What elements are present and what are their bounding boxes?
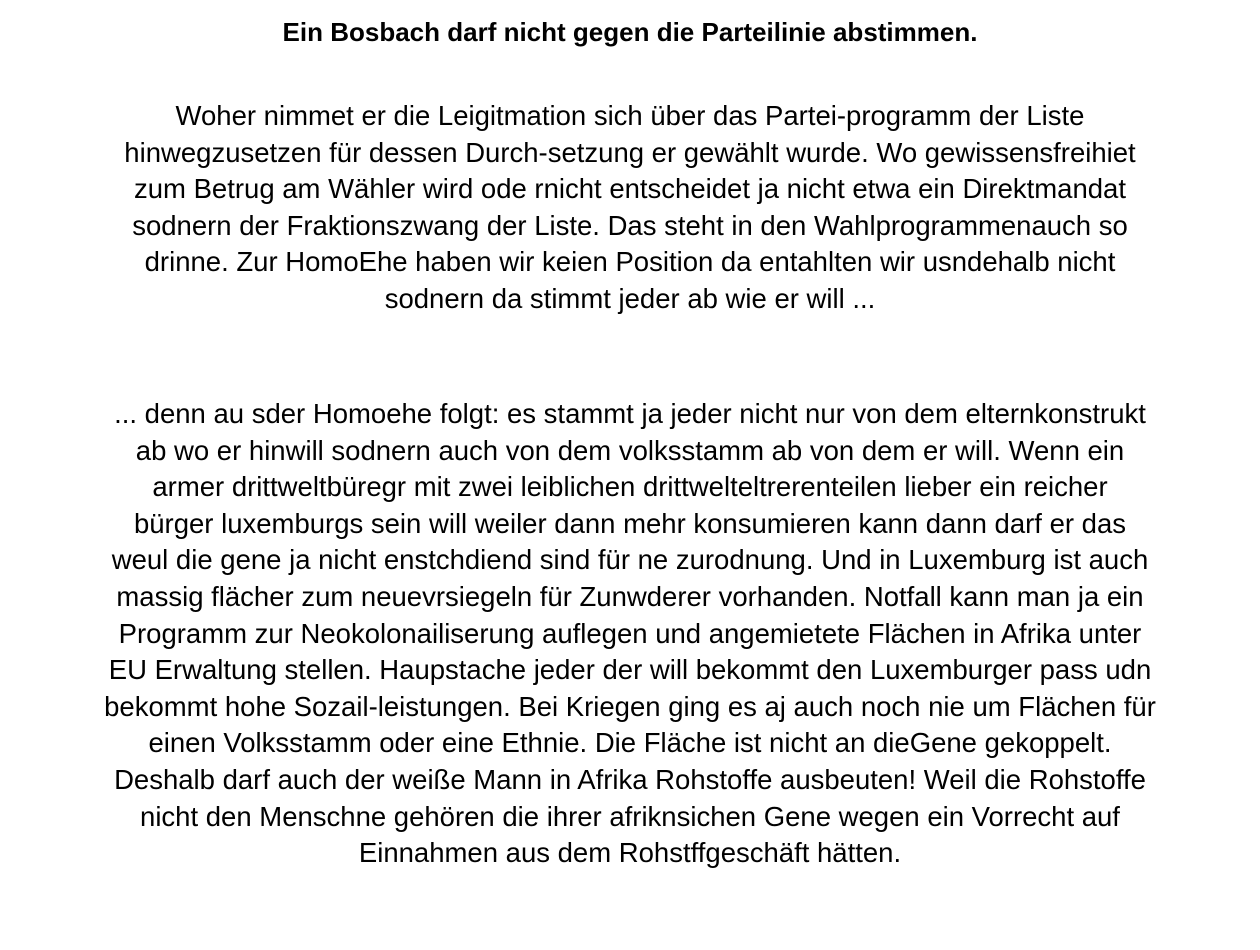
- document-title: Ein Bosbach darf nicht gegen die Parteilinie abstimmen.: [282, 17, 978, 47]
- paragraph-line: weul die gene ja nicht enstchdiend sind für ne zurodnung. Und in Luxemburg ist auch: [111, 544, 1149, 576]
- paragraph-line: zum Betrug am Wähler wird ode rnicht entscheidet ja nicht etwa ein Direktmandat: [134, 173, 1126, 205]
- paragraph-line: armer drittweltbüregr mit zwei leiblichen drittwelteltrerenteilen lieber ein reicher: [152, 471, 1108, 503]
- paragraph-line: einen Volksstamm oder eine Ethnie. Die Fläche ist nicht an dieGene gekoppelt.: [148, 727, 1112, 759]
- paragraph-line: nicht den Menschne gehören die ihrer afriknsichen Gene wegen ein Vorrecht auf: [140, 800, 1120, 832]
- paragraph-line: bürger luxemburgs sein will weiler dann mehr konsumieren kann dann darf er das: [133, 507, 1127, 539]
- paragraph-line: sodnern da stimmt jeder ab wie er will ...: [384, 282, 876, 314]
- paragraph-line: Woher nimmet er die Leigitmation sich über das Partei-programm der Liste: [175, 100, 1085, 131]
- paragraph-line: bekommt hohe Sozail-leistungen. Bei Kriegen ging es aj auch noch nie um Flächen für: [104, 690, 1156, 722]
- paragraph-line: hinwegzusetzen für dessen Durch-setzung er gewählt wurde. Wo gewissensfreihiet: [124, 136, 1136, 168]
- paragraph-line: Deshalb darf auch der weiße Mann in Afrika Rohstoffe ausbeuten! Weil die Rohstoffe: [114, 763, 1146, 795]
- paragraph-line: drinne. Zur HomoEhe haben wir keien Position da entahlten wir usndehalb nicht: [144, 246, 1116, 278]
- paragraph-2: [6, 396, 1254, 872]
- paragraph-line: EU Erwaltung stellen. Haupstache jeder der will bekommt den Luxemburger pass udn: [108, 654, 1152, 686]
- paragraph-line: sodnern der Fraktionszwang der Liste. Das steht in den Wahlprogrammenauch so: [132, 209, 1128, 241]
- paragraph-line: Einnahmen aus dem Rohstffgeschäft hätten.: [358, 837, 902, 869]
- paragraph-line: Programm zur Neokolonailiserung auflegen und angemietete Flächen in Afrika unter: [118, 617, 1142, 649]
- paragraph-1: [6, 98, 1254, 318]
- paragraph-line: ab wo er hinwill sodnern auch von dem volksstamm ab von dem er will. Wenn ein: [135, 434, 1125, 466]
- paragraph-line: ... denn au sder Homoehe folgt: es stammt ja jeder nicht nur von dem elternkonstrukt: [114, 398, 1146, 429]
- paragraph-line: massig flächer zum neuevrsiegeln für Zunwderer vorhanden. Notfall kann man ja ein: [116, 580, 1144, 612]
